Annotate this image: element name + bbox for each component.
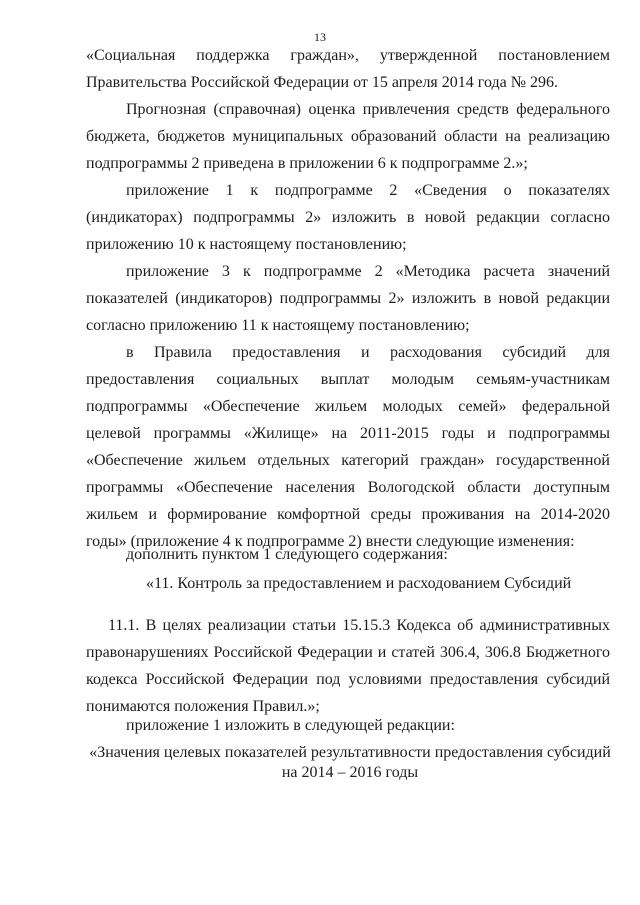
paragraph-rules-changes: в Правила предоставления и расходования субсидий для предоставления социальных выплат молодым семьям-участникам подпрограммы «Обеспечение жильем молодых семей» федеральной целевой программы «Жилище» на 2011-2015 годы и подпрограммы «Обеспечение жильем отдельных категорий граждан» государственной программы «Обеспечение населения Вологодской области доступным жильем и формирование комфортной среды проживания на 2014-2020 годы» (приложение 4 к подпрограмме 2) внести следующие изменения: <box>86 344 610 550</box>
paragraph-forecast-estimate: Прогнозная (справочная) оценка привлечения средств федерального бюджета, бюджетов муниципальных образований области на реализацию подпрограммы 2 приведена в приложении 6 к подпрограмме 2.»; <box>86 101 610 172</box>
table-title-line-2: на 2014 – 2016 годы <box>281 764 419 781</box>
paragraph-appendix-1-new: приложение 1 изложить в следующей редакции: <box>126 717 455 734</box>
section-heading-control: «11. Контроль за предоставлением и расходованием Субсидий <box>146 575 572 592</box>
page-number: 13 <box>314 30 326 44</box>
paragraph-11-1: 11.1. В целях реализации статьи 15.15.3 Кодекса об административных правонарушениях Российской Федерации и статей 306.4, 306.8 Бюджетного кодекса Российской Федерации под условиями предоставления субсидий понимаются положения Правил.»; <box>86 617 610 715</box>
paragraph-appendix-3: приложение 3 к подпрограмме 2 «Методика расчета значений показателей (индикаторов) подпрограммы 2» изложить в новой редакции согласно приложению 11 к настоящему постановлению; <box>86 263 610 334</box>
paragraph-add-point: дополнить пунктом 1 следующего содержания: <box>126 546 448 563</box>
table-title-line-1: «Значения целевых показателей результативности предоставления субсидий <box>89 744 611 761</box>
paragraph-appendix-1: приложение 1 к подпрограмме 2 «Сведения о показателях (индикаторах) подпрограммы 2» изложить в новой редакции согласно приложению 10 к настоящему постановлению; <box>86 182 610 253</box>
paragraph-continuation: «Социальная поддержка граждан», утвержденной постановлением Правительства Российской Федерации от 15 апреля 2014 года № 296. <box>86 47 610 91</box>
